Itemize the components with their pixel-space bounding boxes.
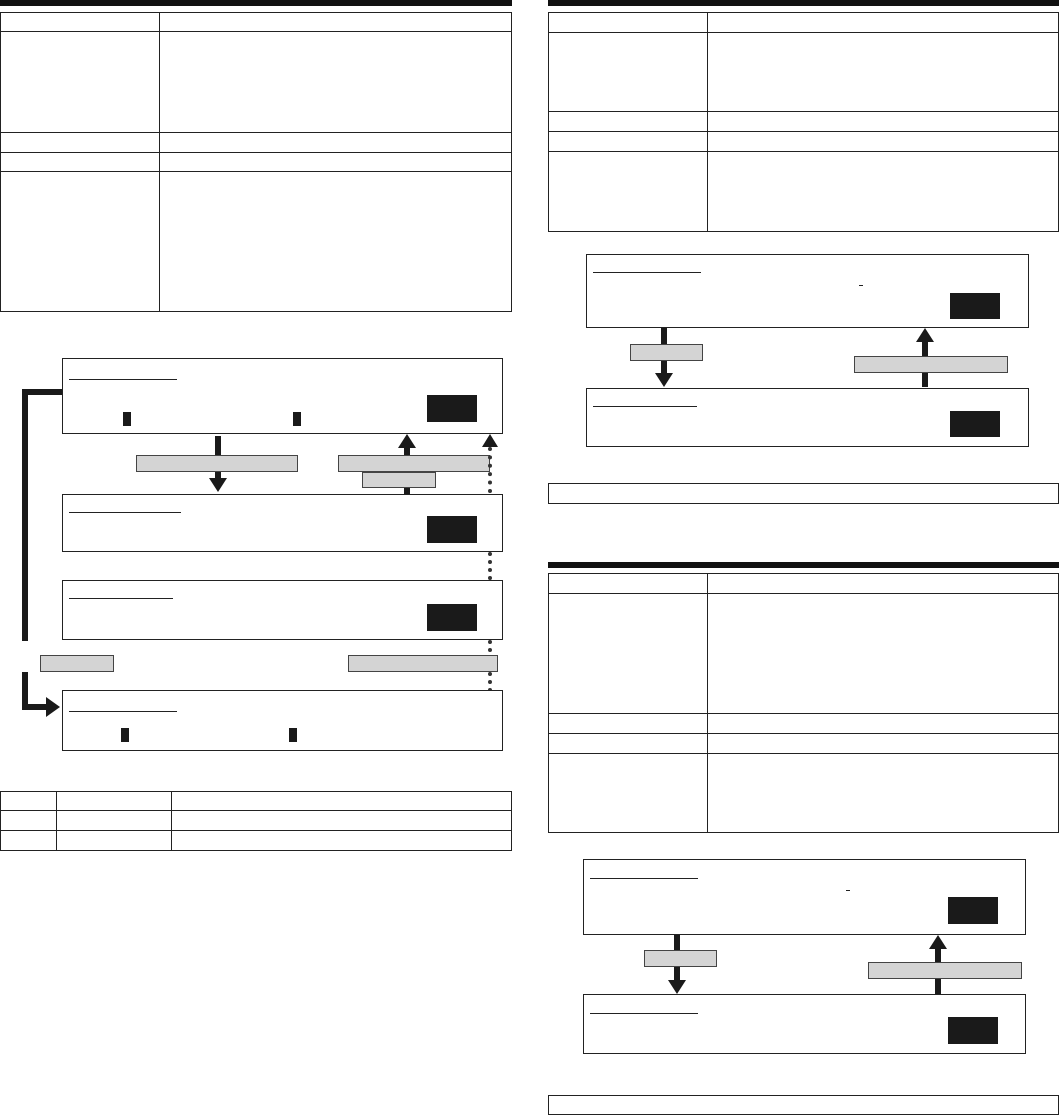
left-small-table [0, 791, 512, 851]
table-row-1-col2 [707, 32, 1059, 112]
arrow-up-icon [482, 434, 498, 447]
display-screen-top [586, 254, 1029, 328]
table-row-4-col1 [548, 151, 708, 232]
table-row-4-col1 [548, 753, 708, 833]
label-arrow-down [630, 344, 703, 361]
display-screen-bottom [586, 388, 1029, 447]
label-arrow-up-2 [362, 472, 436, 488]
button-highlight [948, 1017, 998, 1044]
label-bottom-left [40, 655, 114, 672]
button-highlight [427, 395, 477, 422]
right-top-section-rule [548, 0, 1059, 6]
table-row-2-col2 [707, 111, 1059, 132]
screen-title-underline [69, 512, 181, 513]
label-arrow-up [338, 455, 490, 472]
screen-title-underline [69, 711, 177, 712]
table-row-1-col1 [548, 593, 708, 714]
right-top-note-box [548, 483, 1059, 504]
left-spec-table [0, 12, 512, 312]
right-bottom-flow-diagram [548, 855, 1059, 1060]
display-screen-4 [62, 690, 503, 751]
arrow-up-icon [916, 328, 934, 342]
button-highlight [427, 516, 477, 543]
small-table-row-1-col3 [171, 810, 512, 831]
table-row-2-col1 [548, 713, 708, 734]
small-table-row-2-col1 [0, 830, 57, 851]
table-row-3-col1 [548, 733, 708, 754]
bracket-top [22, 389, 62, 395]
small-table-header-col1 [0, 791, 57, 811]
table-row-3-col1 [548, 131, 708, 152]
table-row-3-col2 [707, 131, 1059, 152]
screen-title-underline [69, 598, 173, 599]
table-row-4-col2 [707, 753, 1059, 833]
label-arrow-down [644, 950, 717, 967]
small-table-row-2-col3 [171, 830, 512, 851]
table-row-1-col2 [159, 31, 512, 133]
button-highlight [950, 293, 1000, 319]
small-table-row-2-col2 [56, 830, 172, 851]
arrow-down-icon [655, 373, 673, 387]
bracket-vertical-lower [22, 672, 28, 708]
display-screen-1 [62, 358, 503, 434]
screen-title-underline [593, 272, 701, 273]
cursor-block [121, 728, 129, 742]
label-arrow-down [136, 455, 298, 472]
screen-title-underline [69, 379, 177, 380]
small-underline [846, 890, 850, 891]
table-row-2-col2 [707, 713, 1059, 734]
right-bottom-table-header-col1 [548, 573, 708, 594]
screen-title-underline [590, 1013, 698, 1014]
cursor-block [293, 412, 301, 426]
small-table-header-col3 [171, 791, 512, 811]
table-row-3-col2 [707, 733, 1059, 754]
table-row-1-col2 [707, 593, 1059, 714]
table-row-4-col1 [0, 171, 160, 312]
display-screen-2 [62, 494, 503, 552]
table-row-3-col1 [0, 152, 160, 172]
left-section-rule [0, 0, 512, 6]
table-row-1-col1 [548, 32, 708, 112]
small-table-row-1-col2 [56, 810, 172, 831]
label-bottom-right [348, 655, 498, 672]
small-table-row-1-col1 [0, 810, 57, 831]
right-bottom-note-box [548, 1095, 1059, 1115]
display-screen-3 [62, 580, 503, 640]
cursor-block [289, 728, 297, 742]
button-highlight [427, 604, 477, 631]
table-row-2-col2 [159, 132, 512, 153]
arrow-down-icon [209, 478, 227, 492]
cursor-block [123, 412, 131, 426]
arrow-up-icon [398, 434, 416, 448]
right-top-table-header-col1 [548, 12, 708, 33]
dotted-line [488, 552, 492, 580]
left-table-header-col1 [0, 12, 160, 32]
screen-title-underline [590, 878, 698, 879]
right-bottom-table-header-col2 [707, 573, 1059, 594]
right-top-flow-diagram [548, 250, 1059, 455]
table-row-2-col1 [0, 132, 160, 153]
left-table-header-col2 [159, 12, 512, 32]
table-row-3-col2 [159, 152, 512, 172]
right-bottom-section-rule [548, 562, 1059, 568]
label-arrow-up [868, 962, 1022, 979]
table-row-1-col1 [0, 31, 160, 133]
right-top-spec-table [548, 12, 1059, 232]
right-bottom-spec-table [548, 573, 1059, 833]
button-highlight [950, 411, 1000, 437]
table-row-2-col1 [548, 111, 708, 132]
arrow-right-icon [46, 697, 60, 717]
arrow-up-icon [929, 935, 947, 949]
table-row-4-col2 [159, 171, 512, 312]
bracket-bottom [22, 704, 48, 710]
left-flow-diagram [0, 340, 512, 760]
bracket-vertical [22, 389, 28, 641]
screen-title-underline [593, 406, 697, 407]
display-screen-top [583, 859, 1026, 935]
small-table-header-col2 [56, 791, 172, 811]
display-screen-bottom [583, 994, 1026, 1054]
right-top-table-header-col2 [707, 12, 1059, 33]
button-highlight [948, 897, 998, 924]
arrow-down-icon [668, 980, 686, 994]
dotted-line [488, 447, 492, 493]
label-arrow-up [854, 356, 1008, 373]
table-row-4-col2 [707, 151, 1059, 232]
small-underline [859, 285, 863, 286]
